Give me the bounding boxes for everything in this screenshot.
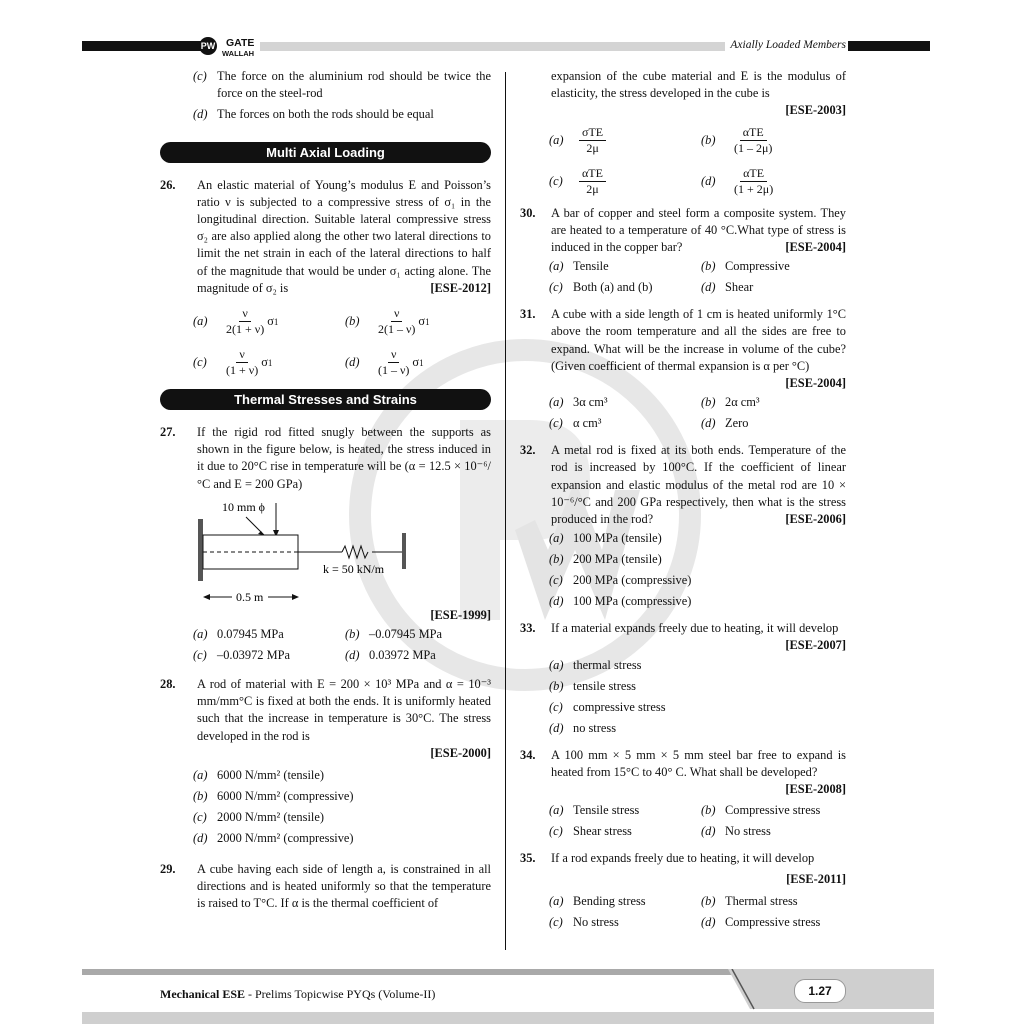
q34-option-a: (a) Tensile stress [549,803,640,818]
q29-exam-ref: [ESE-2003] [785,103,846,118]
exam-ref: [ESE-2004] [785,240,846,255]
question-number: 32. [520,443,536,458]
q31-option-d: (d) Zero [701,416,749,431]
q35-option-b: (b) Thermal stress [701,893,798,908]
q34-option-c: (c) Shear stress [549,824,632,839]
prev-option-c [160,68,491,102]
option-text: The forces on both the rods should be equal [217,107,434,122]
q27-option-d: (d) 0.03972 MPa [345,648,436,663]
question-text: If a rod expands freely due to heating, it will develop [551,851,815,866]
q26-option-a: (a) $\frac{\nu}{2(1 + \nu)}$ σ 1 [193,306,279,337]
question-number: 29. [160,862,176,877]
pw-logo-icon: PW [199,37,217,55]
q29-option-a: (a) $\frac{\text{σTE}}{2\mu}$ [549,125,701,156]
q26-option-b: (b) $\frac{\nu}{2(1 - \nu)}$ σ 1 [345,306,430,337]
question-number: 30. [520,205,536,220]
q35-exam-ref: [ESE-2011] [786,872,846,887]
footer-slant [728,969,758,1011]
right-column [520,68,846,933]
question-number: 31. [520,307,536,322]
q29-options-row1 [520,120,846,161]
section-header-thermal: Thermal Stresses and Strains [160,389,491,410]
fig-length-label: 0.5 m [236,589,264,604]
q32-option-c: (c) 200 MPa (compressive) [549,573,692,588]
q33-option-c: (c) compressive stress [549,699,666,714]
q31-options-row1 [520,392,846,413]
question-text: A cube with a side length of 1 cm is heated uniformly 1°C above the room temperature and all the sides are free to expand. What will be the increase in volume of the cube? (Given coefficient of thermal expansion is α per °C) [ESE-2004] [551,306,846,392]
option-label: (d) [193,107,208,122]
question-text: A cube having each side of length a, is constrained in all directions and is heated uniformly so that the temperature is raised to T°C. If α is the thermal coefficient of [197,862,491,911]
q31-option-c: (c) α cm³ [549,416,602,431]
question-33 [520,620,846,654]
q32-option-b: (b) 200 MPa (tensile) [549,552,662,567]
q34-exam-ref: [ESE-2008] [785,782,846,797]
q28-option-b: (b) 6000 N/mm² (compressive) [193,789,354,804]
question-35 [520,850,846,867]
question-text: A 100 mm × 5 mm × 5 mm steel bar free to expand is heated from 15°C to 40° C. What shall be developed? [551,747,846,779]
question-34 [520,747,846,781]
header-gray-bar [260,42,725,51]
brand-wallah: WALLAH [222,49,255,58]
q29-option-d: (d) $\frac{\text{αTE}}{(1 + 2\mu)}$ [701,165,774,196]
question-29 [160,861,491,913]
exam-ref: [ESE-2004] [785,376,846,391]
q33-option-b: (b) tensile stress [549,678,636,693]
q30-options-row1 [520,256,846,277]
question-text: An elastic material of Young’s modulus E and Poisson’s ratio ν is subjected to a compressive stress of σ₁ in the longitudinal direction. Suitable lateral compressive stress σ₂ are also applied along the other two lateral directions to limit the net strain in each of the lateral directions to half of the magnitude that would be under σ₁ acting alone. The magnitude of σ₂ is [ESE-2012] [197,177,491,297]
question-30 [520,205,846,257]
footer-book-title: Mechanical ESE - Prelims Topicwise PYQs (Volume-II) [160,987,436,1001]
question-number: 33. [520,621,536,636]
q26-option-c: (c) $\frac{\nu}{(1 + \nu)}$ σ 1 [193,347,273,378]
question-31 [520,306,846,392]
question-text: If a material expands freely due to heating, it will develop [ESE-2007] [551,620,846,654]
q26-options-row1 [160,301,491,342]
left-column [160,68,491,913]
left-support [198,519,203,581]
prev-option-d [160,106,491,123]
q27-option-a: (a) 0.07945 MPa [193,627,284,642]
q30-option-d: (d) Shear [701,280,754,295]
header-left-bar [82,41,202,51]
q34-options-row1 [520,800,846,821]
fig-diameter-label: 10 mm ϕ [222,499,265,514]
question-number: 28. [160,677,176,692]
q28-option-d: (d) 2000 N/mm² (compressive) [193,831,354,846]
question-text: A bar of copper and steel form a composite system. They are heated to a temperature of 40 °C.What type of stress is induced in the copper bar? [ESE-2004] [551,205,846,257]
question-28 [160,676,491,745]
q34-option-b: (b) Compressive stress [701,803,821,818]
q31-option-a: (a) 3α cm³ [549,395,608,410]
question-number: 27. [160,425,176,440]
q35-option-a: (a) Bending stress [549,893,646,908]
exam-ref: [ESE-2006] [785,512,846,527]
question-32 [520,442,846,528]
question-number: 26. [160,177,176,192]
q26-options-row2 [160,342,491,383]
exam-ref: [ESE-2012] [430,280,491,295]
q28-option-c: (c) 2000 N/mm² (tensile) [193,810,324,825]
q31-option-b: (b) 2α cm³ [701,395,760,410]
chapter-title: Axially Loaded Members [730,39,846,51]
q31-options-row2 [520,413,846,434]
fig-spring-label: k = 50 kN/m [323,561,385,576]
q34-option-d: (d) No stress [701,824,771,839]
q30-options-row2 [520,277,846,298]
q33-option-a: (a) thermal stress [549,657,642,672]
header-right-bar [848,41,930,51]
page-number: 1.27 [794,979,846,1003]
question-number: 34. [520,747,536,762]
q27-options-row2 [160,645,491,666]
q30-option-b: (b) Compressive [701,259,790,274]
q33-option-d: (d) no stress [549,720,617,735]
q35-options-row2 [520,912,846,933]
q29-option-c: (c) $\frac{\text{αTE}}{2\mu}$ [549,166,701,197]
q35-option-c: (c) No stress [549,914,619,929]
exam-ref: [ESE-2007] [785,638,846,653]
q26-option-d: (d) $\frac{\nu}{(1 - \nu)}$ σ 1 [345,347,424,378]
q27-option-c: (c) –0.03972 MPa [193,648,290,663]
option-text: The force on the aluminium rod should be twice the force on the steel-rod [217,69,491,101]
q27-options-row1 [160,624,491,645]
spring [342,546,368,558]
q34-options-row2 [520,821,846,842]
question-26 [160,177,491,297]
question-text: A rod of material with E = 200 × 10³ MPa and α = 10⁻³ mm/mm°C is fixed at both the ends. It is uniformly heated such that the increase in temperature is 30°C. The stress developed in the rod is [197,677,491,743]
q29-options-row2 [520,161,846,202]
q32-option-a: (a) 100 MPa (tensile) [549,531,662,546]
brand-gate: GATE [226,37,255,49]
right-support [402,533,406,569]
footer-bottom-bar [82,1012,934,1024]
column-divider [505,72,506,950]
q28-exam-ref: [ESE-2000] [430,745,491,760]
section-header-multi-axial: Multi Axial Loading [160,142,491,163]
option-label: (c) [193,69,207,83]
question-number: 35. [520,851,536,866]
q30-option-a: (a) Tensile [549,259,609,274]
q28-option-a: (a) 6000 N/mm² (tensile) [193,768,324,783]
q27-figure [160,493,491,605]
q35-option-d: (d) Compressive stress [701,914,821,929]
question-text: If the rigid rod fitted snugly between the supports as shown in the figure below, is heated, the stress induced in it due to 20°C rise in temperature will be (α = 12.5 × 10⁻⁶/°C and E = 200 GPa) [197,425,491,491]
q29-continued [520,68,846,102]
q27-option-b: (b) –0.07945 MPa [345,627,442,642]
q35-options-row1 [520,891,846,912]
q32-option-d: (d) 100 MPa (compressive) [549,594,692,609]
q27-exam-ref: [ESE-1999] [430,607,491,622]
q30-option-c: (c) Both (a) and (b) [549,280,653,295]
question-text: A metal rod is fixed at its both ends. Temperature of the rod is increased by 100°C. If the coefficient of linear expansion and elastic modulus of the metal rod are 10 × 10⁻⁶/°C and 200 GPa respectively, then what is the stress produced in the rod? [ESE-2006] [551,442,846,528]
question-27 [160,424,491,493]
question-text: expansion of the cube material and E is the modulus of elasticity, the stress developed in the cube is [551,69,846,101]
q29-option-b: (b) $\frac{\text{αTE}}{(1 - 2\mu)}$ [701,124,773,155]
